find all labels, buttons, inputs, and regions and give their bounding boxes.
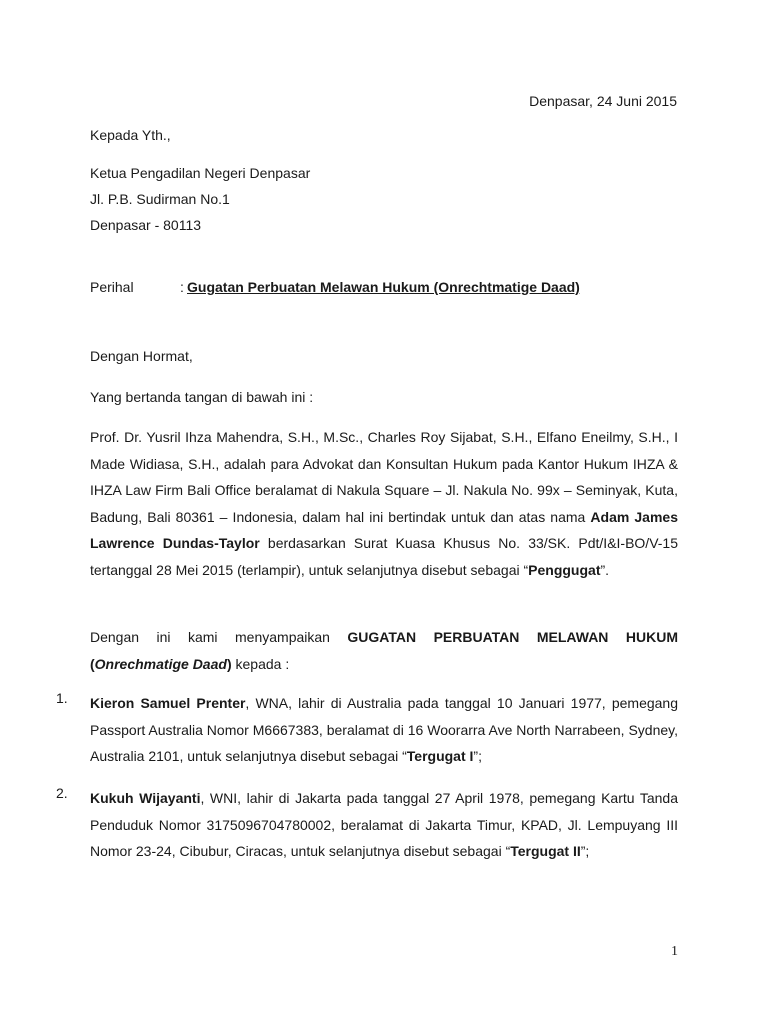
defendant-2-name: Kukuh Wijayanti [90,790,201,806]
recipient-address [90,160,310,238]
client-name: Adam James Lawrence Dundas-Taylor [90,508,678,551]
address-line-2: Jl. P.B. Sudirman No.1 [90,191,230,207]
defendant-2-item [90,785,678,865]
address-line-3: Denpasar - 80113 [90,217,202,233]
para1-text-b: berdasarkan Surat Kuasa Khusus No. 33/SK. Pdt/I&I-BO/V-15 tertanggal 28 Mei 2015 (terlampir), untuk selanjutnya disebut sebagai “ [90,535,678,578]
claim-paragraph [90,624,678,677]
para2-text-b: kepada : [231,655,290,672]
perihal-subject: Gugatan Perbuatan Melawan Hukum (Onrechtmatige Daad) [187,279,580,295]
salutation-to: Kepada Yth., [90,127,171,143]
para2-text-a: Dengan ini kami menyampaikan [90,629,348,645]
para1-text-a: Prof. Dr. Yusril Ihza Mahendra, S.H., M.Sc., Charles Roy Sijabat, S.H., Elfano Eneilmy, S.H., I Made Widiasa, S.H., adalah para Advokat dan Konsultan Hukum pada Kantor Hukum IHZA & IHZA Law Firm Bali Office beralamat di Nakula Square – Jl. Nakula No. 99x – Seminyak, Kuta, Badung, Bali 80361 – Indonesia, dalam hal ini bertindak untuk dan atas nama [90,429,678,525]
perihal-colon: : [180,279,184,295]
letter-date: Denpasar, 24 Juni 2015 [529,93,677,109]
defendant-1-role: Tergugat I [406,748,474,764]
address-line-1: Ketua Pengadilan Negeri Denpasar [90,165,311,181]
defendant-2-role: Tergugat II [510,843,581,859]
defendant-1-number: 1. [56,690,68,706]
plaintiff-role: Penggugat [528,561,601,578]
undersigned-intro: Yang bertanda tangan di bawah ini : [90,389,314,405]
defendant-1-name: Kieron Samuel Prenter [90,695,246,711]
claim-paren-close: ) [226,655,232,672]
greeting: Dengan Hormat, [90,348,193,364]
claim-paren-open: ( [90,655,95,672]
claim-title: GUGATAN PERBUATAN MELAWAN HUKUM [347,629,678,645]
defendant-1-text-b: ”; [473,748,482,764]
perihal-label: Perihal [90,279,134,295]
defendant-1-text-a: , WNA, lahir di Australia pada tanggal 10 Januari 1977, pemegang Passport Australia Nomor M6667383, beralamat di 16 Woorarra Ave North Narrabeen, Sydney, Australia 2101, untuk selanjutnya disebut sebagai “ [90,695,678,764]
page-number: 1 [671,944,678,959]
defendant-2-text-b: ”; [580,843,590,859]
claim-italic: Onrechmatige Daad [94,655,227,672]
defendant-2-text-a: , WNI, lahir di Jakarta pada tanggal 27 April 1978, pemegang Kartu Tanda Penduduk Nomor 3175096704780002, beralamat di Jakarta Timur, KPAD, Jl. Lempuyang III Nomor 23-24, Cibubur, Ciracas, untuk selanjutnya disebut sebagai “ [90,790,678,859]
defendant-2-number: 2. [56,785,68,801]
representation-paragraph [90,424,678,583]
para1-text-c: ”. [600,561,610,578]
defendant-1-item [90,690,678,770]
